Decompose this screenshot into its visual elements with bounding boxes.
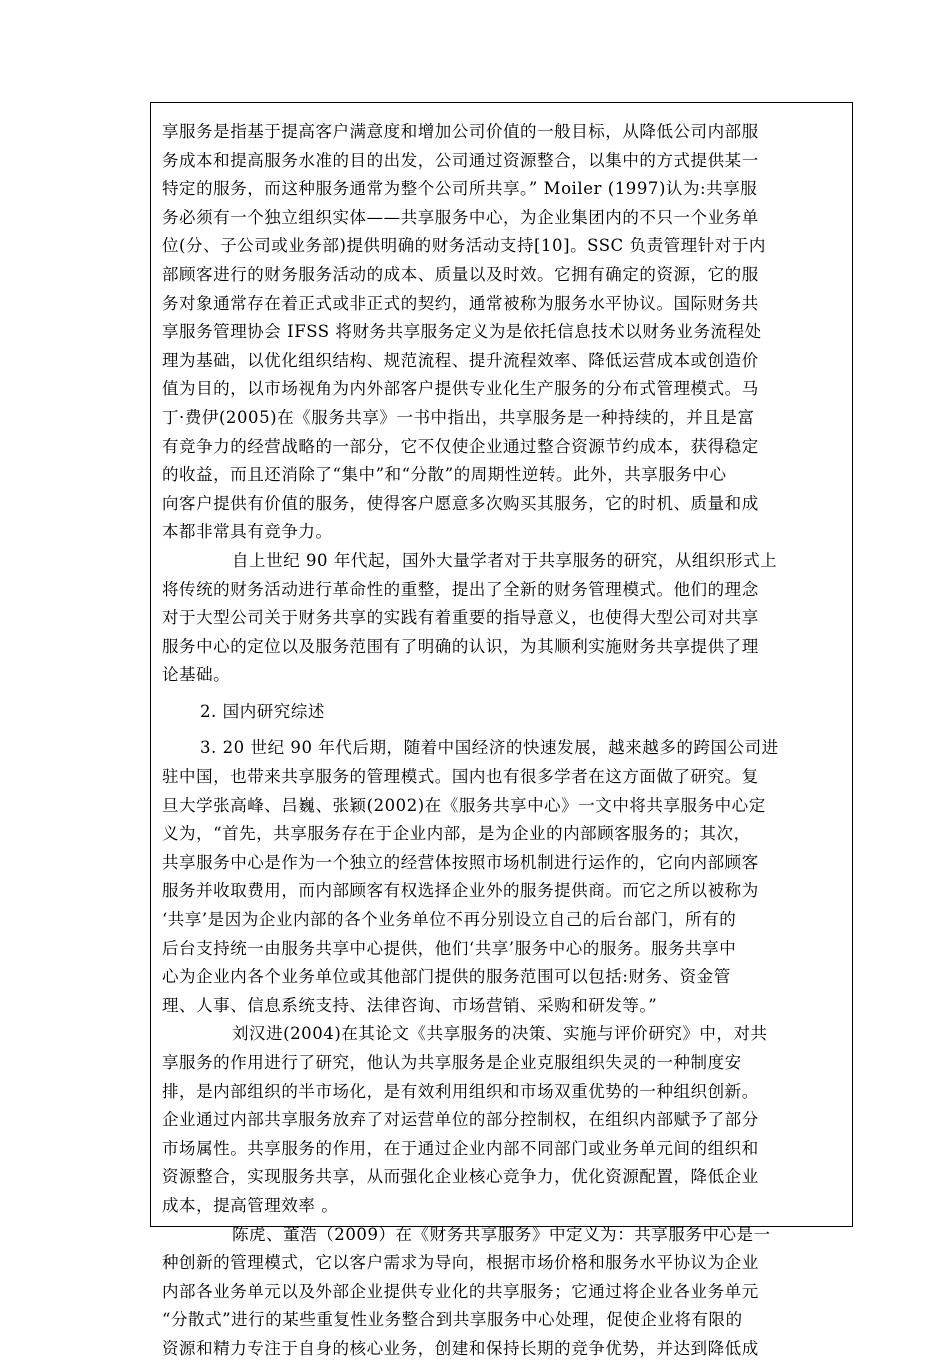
text-line: 驻中国，也带来共享服务的管理模式。国内也有很多学者在这方面做了研究。复 xyxy=(162,767,759,787)
text-line: 成本，提高管理效率 。 xyxy=(162,1195,339,1215)
text-line: 位(分、子公司或业务部)提供明确的财务活动支持[10]。SSC 负责管理针对于内 xyxy=(162,236,766,256)
text-line: 内部各业务单元以及外部企业提供专业化的共享服务；它通过将企业各业务单元 xyxy=(162,1281,759,1301)
text-line: 务必须有一个独立组织实体——共享服务中心，为企业集团内的不只一个业务单 xyxy=(162,207,759,227)
paragraph-start-line: 陈虎、董浩（2009）在《财务共享服务》中定义为：共享服务中心是一 xyxy=(232,1224,771,1244)
text-line: 心为企业内各个业务单位或其他部门提供的服务范围可以包括:财务、资金管 xyxy=(162,967,731,987)
text-line: 理为基础，以优化组织结构、规范流程、提升流程效率、降低运营成本或创造价 xyxy=(162,350,759,370)
text-line: 向客户提供有价值的服务，使得客户愿意多次购买其服务，它的时机、质量和成 xyxy=(162,493,759,513)
text-line: 服务并收取费用，而内部顾客有权选择企业外的服务提供商。而它之所以被称为 xyxy=(162,881,759,901)
text-line: 义为，“首先，共享服务存在于企业内部，是为企业的内部顾客服务的；其次， xyxy=(162,824,751,844)
paragraph-start-line: 刘汉进(2004)在其论文《共享服务的决策、实施与评价研究》中，对共 xyxy=(232,1024,768,1044)
text-line: 务成本和提高服务水准的目的出发，公司通过资源整合，以集中的方式提供某一 xyxy=(162,150,759,170)
text-line: 市场属性。共享服务的作用，在于通过企业内部不同部门或业务单元间的组织和 xyxy=(162,1138,759,1158)
text-line: 资源整合，实现服务共享，从而强化企业核心竞争力，优化资源配置，降低企业 xyxy=(162,1167,759,1187)
text-line: ‘共享’是因为企业内部的各个业务单位不再分别设立自己的后台部门，所有的 xyxy=(162,910,737,930)
section-heading: 2. 国内研究综述 xyxy=(200,701,325,721)
text-line: 资源和精力专注于自身的核心业务，创建和保持长期的竞争优势，并达到降低成 xyxy=(162,1338,759,1358)
text-line: 服务中心的定位以及服务范围有了明确的认识，为其顺利实施财务共享提供了理 xyxy=(162,636,759,656)
text-line: 企业通过内部共享服务放弃了对运营单位的部分控制权，在组织内部赋予了部分 xyxy=(162,1110,759,1130)
text-line: 对于大型公司关于财务共享的实践有着重要的指导意义，也使得大型公司对共享 xyxy=(162,608,759,628)
text-line: 旦大学张高峰、吕巍、张颖(2002)在《服务共享中心》一文中将共享服务中心定 xyxy=(162,795,766,815)
text-line: 特定的服务，而这种服务通常为整个公司所共享。” Moiler (1997)认为:共享服 xyxy=(162,179,758,199)
text-line: 将传统的财务活动进行革命性的重整，提出了全新的财务管理模式。他们的理念 xyxy=(162,579,759,599)
text-line: 务对象通常存在着正式或非正式的契约，通常被称为服务水平协议。国际财务共 xyxy=(162,293,759,313)
text-line: 有竞争力的经营战略的一部分，它不仅使企业通过整合资源节约成本，获得稳定 xyxy=(162,436,759,456)
text-line: 享服务的作用进行了研究，他认为共享服务是企业克服组织失灵的一种制度安 xyxy=(162,1053,742,1072)
paragraph-start-line: 自上世纪 90 年代起，国外大量学者对于共享服务的研究，从组织形式上 xyxy=(232,550,778,570)
paragraph-start-line: 3. 20 世纪 90 年代后期，随着中国经济的快速发展，越来越多的跨国公司进 xyxy=(200,738,779,758)
text-line: 享服务管理协会 IFSS 将财务共享服务定义为是依托信息技术以财务业务流程处 xyxy=(162,322,762,342)
text-line: 理、人事、信息系统支持、法律咨询、市场营销、采购和研发等。” xyxy=(162,995,658,1015)
text-line: 值为目的，以市场视角为内外部客户提供专业化生产服务的分布式管理模式。马 xyxy=(162,379,759,399)
text-line: 部顾客进行的财务服务活动的成本、质量以及时效。它拥有确定的资源，它的服 xyxy=(162,264,759,284)
text-line: 的收益，而且还消除了“集中”和“分散”的周期性逆转。此外，共享服务中心 xyxy=(162,465,727,485)
text-line: 丁·费伊(2005)在《服务共享》一书中指出，共享服务是一种持续的，并且是富 xyxy=(162,407,755,427)
text-line: 种创新的管理模式，它以客户需求为导向，根据市场价格和服务水平协议为企业 xyxy=(162,1253,759,1273)
text-line: 后台支持统一由服务共享中心提供，他们‘共享’服务中心的服务。服务共享中 xyxy=(162,938,737,958)
text-line: 本都非常具有竞争力。 xyxy=(162,522,333,542)
text-line: 享服务是指基于提高客户满意度和增加公司价值的一般目标，从降低公司内部服 xyxy=(162,122,759,141)
text-line: “分散式”进行的某些重复性业务整合到共享服务中心处理，促使企业将有限的 xyxy=(162,1310,743,1330)
text-line: 共享服务中心是作为一个独立的经营体按照市场机制进行运作的，它向内部顾客 xyxy=(162,852,759,872)
text-line: 排，是内部组织的半市场化，是有效利用组织和市场双重优势的一种组织创新。 xyxy=(162,1081,759,1101)
document-body xyxy=(162,118,842,1364)
text-line: 论基础。 xyxy=(162,665,231,685)
